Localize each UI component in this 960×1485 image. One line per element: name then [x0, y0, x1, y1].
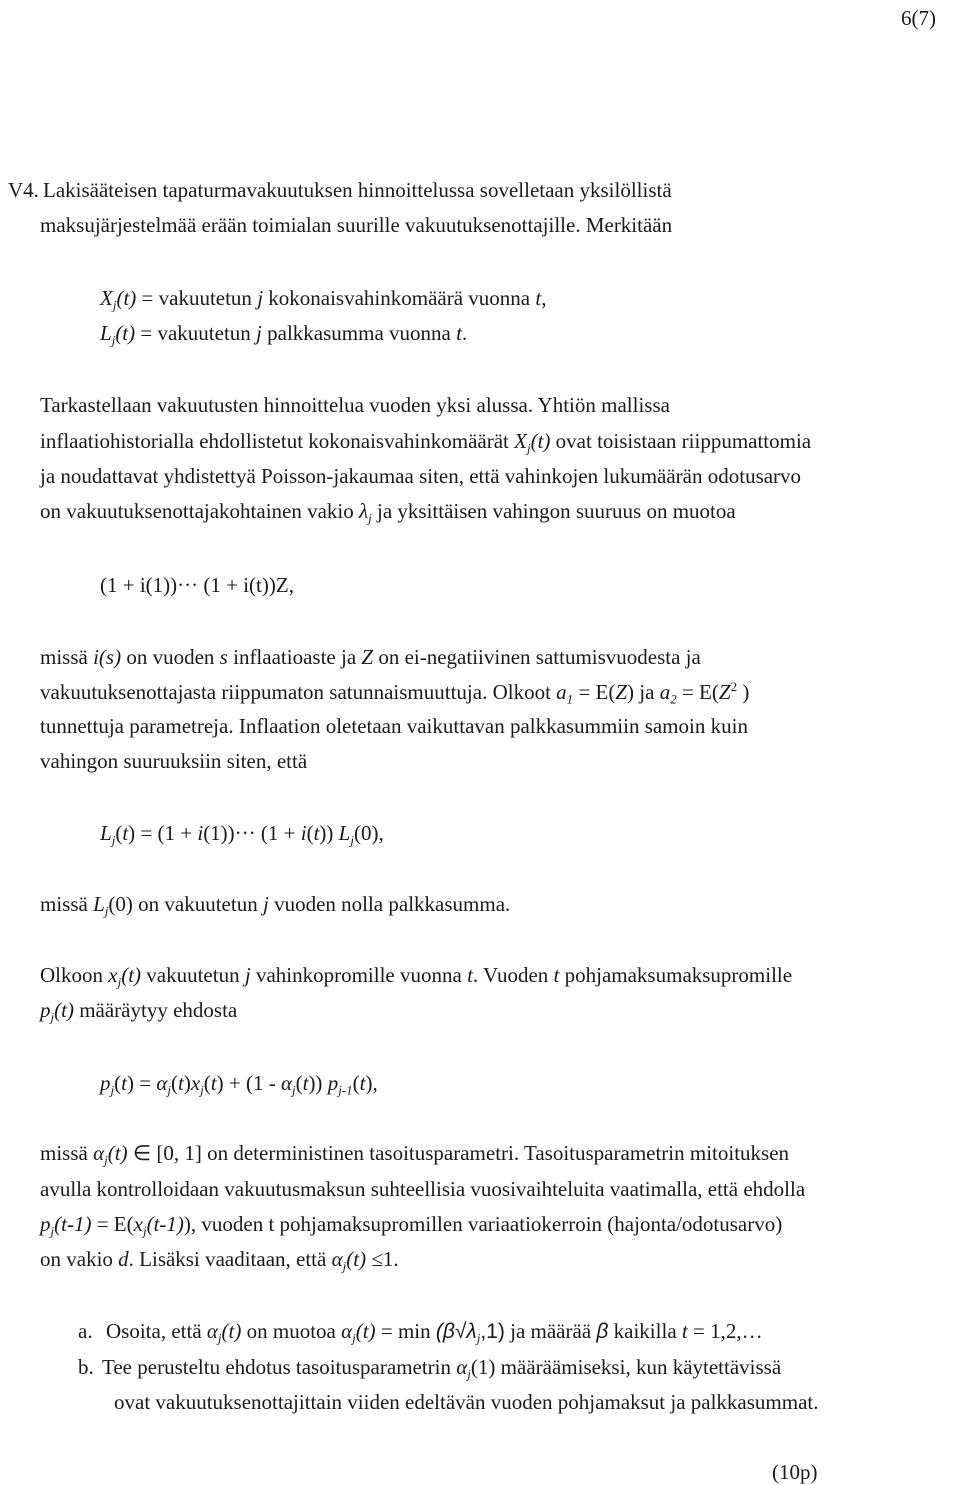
para5-line-4: on vakio d. Lisäksi vaaditaan, että $\alpha_j(t) \le 1$. — [40, 1247, 399, 1274]
question-a: Osoita, että $\alpha_j(t)$ on muotoa $\alpha_j(t) = \min (\beta√\lambda_j,1)$ ja määrää β kaikilla t = 1,2,… — [106, 1319, 763, 1346]
question-a-label: a. — [78, 1319, 93, 1343]
para1-line-4: on vakuutuksenottajakohtainen vakio $\lambda_j$ ja yksittäisen vahingon suuruus on muotoa — [40, 499, 736, 526]
para2-line-4: vahingon suuruuksiin siten, että — [40, 749, 308, 773]
para2-line-2: vakuutuksenottajasta riippumaton satunnaismuuttuja. Olkoot $a_1 = E(Z)$ ja $a_2 = E(Z^2$ ) — [40, 679, 750, 707]
equation-claim-size: (1 + i(1))··· (1 + i(t))Z, — [100, 573, 294, 597]
para5-line-1: missä $\alpha_j(t)$ ∈ [0, 1] on deterministinen tasoitusparametri. Tasoitusparametrin mitoituksen — [40, 1141, 790, 1168]
para2-line-3: tunnettuja parametreja. Inflaation oletetaan vaikuttavan palkkasummiin samoin kuin — [40, 714, 748, 738]
para5-line-3: $p_j(t-1) = E(x_j(t-1))$, vuoden t pohjamaksupromillen variaatiokerroin (hajonta/odotusarvo) — [40, 1212, 783, 1239]
equation-payroll: $L_j(t) = (1 + i(1))\cdot\cdot\cdot (1 + i(t))$ $L_j(0)$, — [100, 821, 384, 848]
para4-line-2: $p_j(t)$ määräytyy ehdosta — [40, 998, 238, 1025]
para4-line-1: Olkoon $x_j(t)$ vakuutetun j vahinkopromille vuonna t. Vuoden t pohjamaksumaksupromille — [40, 963, 793, 990]
equation-premium: $p_j(t) = \alpha_j(t)x_j(t) + (1 - \alpha_j(t))$ $p_{j-1}(t)$, — [100, 1071, 378, 1098]
question-b-line-2: ovat vakuutuksenottajittain viiden edeltävän vuoden pohjamaksut ja palkkasummat. — [114, 1390, 819, 1414]
para5-line-2: avulla kontrolloidaan vakuutusmaksun suhteellisia vuosivaihteluita vaatimalla, että ehdolla — [40, 1177, 806, 1201]
para1-line-3: ja noudattavat yhdistettyä Poisson-jakaumaa siten, että vahinkojen lukumäärän odotusarvo — [40, 464, 802, 488]
para3: missä $L_j(0)$ on vakuutetun j vuoden nolla palkkasumma. — [40, 892, 511, 919]
question-b-label: b. — [78, 1355, 94, 1379]
intro-line-1: Lakisääteisen tapaturmavakuutuksen hinnoittelussa sovelletaan yksilöllistä — [43, 178, 672, 202]
page-number: 6(7) — [901, 6, 936, 30]
para1-line-2: inflaatiohistorialla ehdollistetut kokonaisvahinkomäärät $X_j(t)$ ovat toisistaan riippumattomia — [40, 429, 812, 456]
definition-X: $X_j(t)$ = vakuutetun j kokonaisvahinkomäärä vuonna t, — [100, 286, 547, 313]
points: (10p) — [772, 1460, 818, 1484]
intro-line-2: maksujärjestelmää erään toimialan suurille vakuutuksenottajille. Merkitään — [40, 213, 673, 237]
problem-label: V4. — [8, 178, 39, 202]
question-b-line-1: Tee perusteltu ehdotus tasoitusparametrin $\alpha_j(1)$ määräämiseksi, kun käytettävissä — [102, 1355, 782, 1382]
para1-line-1: Tarkastellaan vakuutusten hinnoittelua vuoden yksi alussa. Yhtiön mallissa — [40, 393, 670, 417]
para2-line-1: missä i(s) on vuoden s inflaatioaste ja Z on ei-negatiivinen sattumisvuodesta ja — [40, 645, 701, 669]
definition-L: $L_j(t)$ = vakuutetun j palkkasumma vuonna t. — [100, 321, 468, 348]
